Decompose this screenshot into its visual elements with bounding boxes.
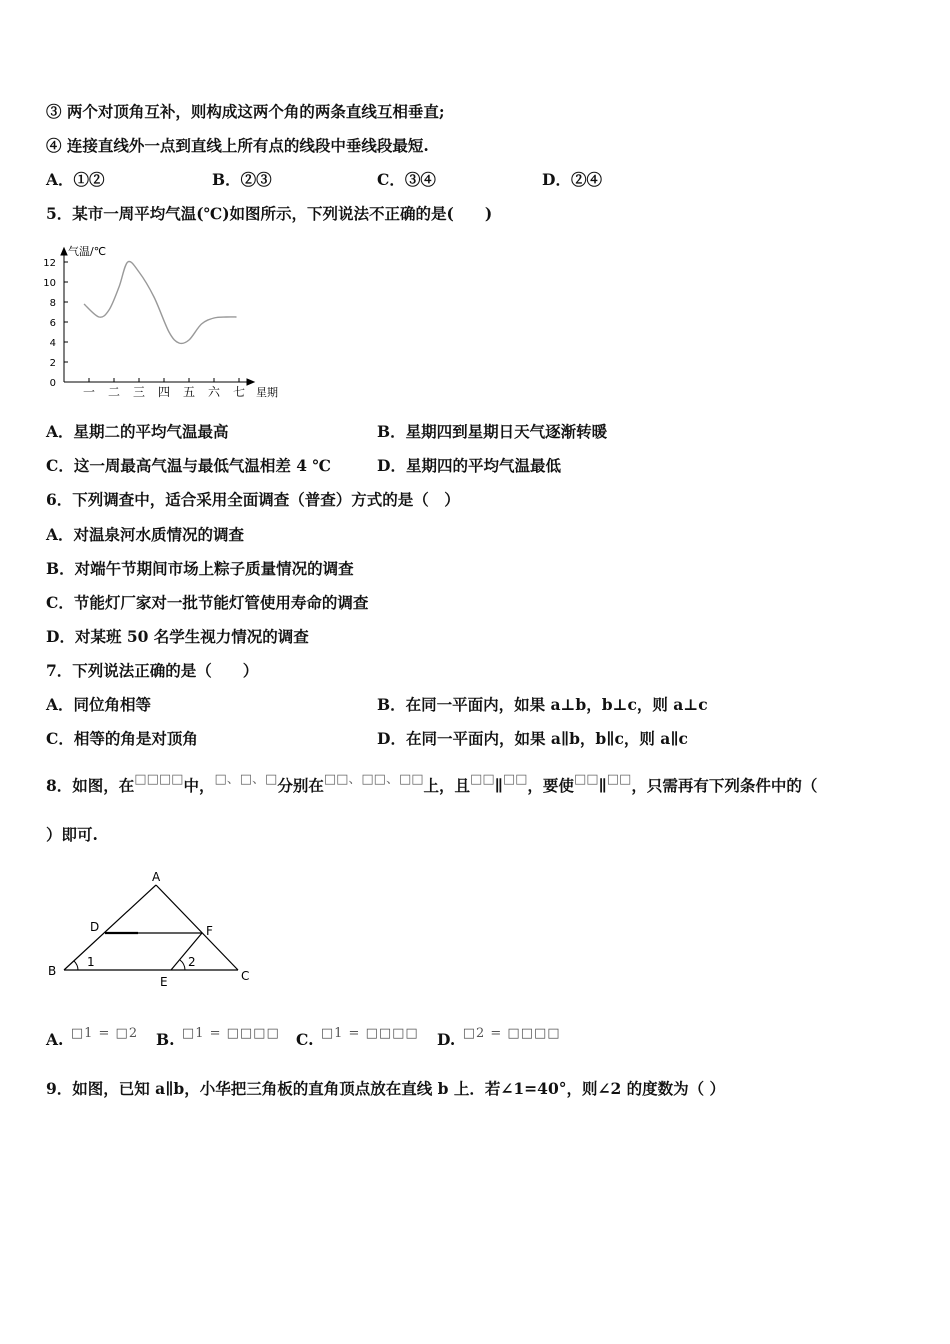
q7-stem: 7．下列说法正确的是（ ） — [46, 661, 259, 680]
q8-option-a — [46, 1026, 139, 1052]
label-angle-1: 1 — [87, 955, 95, 969]
q8-missing-seg: □□ — [573, 772, 599, 787]
q8-option-a-letter: A. — [46, 1030, 64, 1049]
x-tick-label: 一 — [82, 385, 96, 399]
q8-prefix: 8．如图，在 — [46, 776, 135, 795]
q8-option-c-formula: □1 = □□□□ — [320, 1026, 419, 1041]
y-tick-label: 4 — [49, 338, 56, 349]
label-f: F — [206, 924, 213, 938]
y-tick-label: 0 — [49, 378, 56, 389]
temperature-line — [84, 261, 237, 343]
q8-missing-seg: □□ — [502, 772, 528, 787]
q8-option-b-letter: B. — [156, 1030, 175, 1049]
q7-option-d: D．在同一平面内，如果 a∥b，b∥c，则 a∥c — [377, 729, 688, 748]
q8-text: 中， — [183, 776, 215, 795]
q8-stem-line2: ）即可. — [46, 825, 98, 844]
q8-text: 分别在 — [277, 776, 324, 795]
x-axis-label: 星期 — [256, 386, 278, 399]
x-tick-label: 五 — [182, 385, 196, 399]
x-axis-arrow — [247, 379, 254, 385]
x-tick-label: 三 — [132, 385, 146, 399]
q4-option-a: A．①② — [46, 170, 105, 189]
q8-option-c — [296, 1026, 419, 1052]
q8-missing-quad: □□□□ — [134, 772, 184, 787]
q8-missing-sides: □□、□□、□□ — [323, 772, 424, 787]
q7-option-c: C．相等的角是对顶角 — [46, 729, 198, 748]
q8-option-b — [156, 1026, 280, 1052]
q8-missing-points: □、□、□ — [214, 772, 278, 787]
q7-option-a: A．同位角相等 — [46, 695, 152, 714]
q6-option-c: C．节能灯厂家对一批节能灯管使用寿命的调查 — [46, 593, 369, 612]
q6-stem: 6．下列调查中，适合采用全面调查（普查）方式的是（ ） — [46, 490, 460, 509]
q8-text: ，只需再有下列条件中的（ — [631, 776, 818, 795]
angle-2-arc — [180, 960, 185, 970]
q9-stem: 9．如图，已知 a∥b，小华把三角板的直角顶点放在直线 b 上．若∠1=40°，则∠2 的度数为（ ） — [46, 1079, 726, 1098]
triangle-figure — [40, 865, 270, 995]
q5-option-a: A．星期二的平均气温最高 — [46, 422, 229, 441]
q7-option-b: B．在同一平面内，如果 a⊥b，b⊥c，则 a⊥c — [377, 695, 708, 714]
y-axis-label: 气温/℃ — [68, 245, 107, 258]
q8-text: ，要使 — [527, 776, 574, 795]
q4-option-c: C．③④ — [377, 170, 436, 189]
q6-option-b: B．对端午节期间市场上粽子质量情况的调查 — [46, 559, 354, 578]
q8-option-c-letter: C. — [296, 1030, 314, 1049]
segment-ac — [156, 885, 238, 970]
q8-parallel: ∥ — [494, 776, 503, 795]
label-e: E — [160, 975, 168, 989]
x-tick-label: 六 — [207, 385, 221, 399]
x-tick-label: 七 — [232, 385, 246, 399]
q8-parallel: ∥ — [598, 776, 607, 795]
q8-option-d — [437, 1026, 561, 1052]
q8-option-b-formula: □1 = □□□□ — [181, 1026, 280, 1041]
q8-missing-seg: □□ — [606, 772, 632, 787]
y-tick-label: 8 — [49, 298, 56, 309]
y-tick-label: 10 — [43, 278, 56, 289]
q5-option-d: D．星期四的平均气温最低 — [377, 456, 561, 475]
temperature-chart — [40, 240, 290, 405]
x-tick-label: 二 — [107, 385, 121, 399]
q8-option-d-letter: D. — [437, 1030, 456, 1049]
angle-1-arc — [74, 961, 78, 970]
statement-3: ③ 两个对顶角互补，则构成这两个角的两条直线互相垂直; — [46, 102, 445, 121]
y-tick-label: 6 — [49, 318, 56, 329]
q8-text: 上，且 — [423, 776, 471, 795]
q5-option-c: C．这一周最高气温与最低气温相差 4 ℃ — [46, 456, 331, 475]
y-tick-label: 2 — [49, 358, 56, 369]
x-tick-label: 四 — [157, 385, 171, 399]
q8-stem-line1 — [46, 772, 818, 798]
q8-missing-seg: □□ — [470, 772, 495, 787]
q8-option-a-formula: □1 = □2 — [70, 1026, 139, 1041]
q6-option-d: D．对某班 50 名学生视力情况的调查 — [46, 627, 309, 646]
q6-option-a: A．对温泉河水质情况的调查 — [46, 525, 245, 544]
q4-option-d: D．②④ — [542, 170, 602, 189]
label-a: A — [152, 870, 161, 884]
q5-stem: 5．某市一周平均气温(℃)如图所示，下列说法不正确的是( ) — [46, 204, 493, 223]
y-axis-arrow — [61, 248, 67, 255]
label-angle-2: 2 — [188, 955, 196, 969]
statement-4: ④ 连接直线外一点到直线上所有点的线段中垂线段最短. — [46, 136, 429, 155]
segment-ef — [171, 933, 202, 970]
label-b: B — [48, 964, 57, 978]
q5-option-b: B．星期四到星期日天气逐渐转暖 — [377, 422, 608, 441]
q4-option-b: B．②③ — [212, 170, 272, 189]
label-c: C — [241, 969, 250, 983]
y-tick-label: 12 — [43, 258, 56, 269]
q8-option-d-formula: □2 = □□□□ — [462, 1026, 561, 1041]
segment-ab — [64, 885, 156, 970]
label-d: D — [90, 920, 100, 934]
